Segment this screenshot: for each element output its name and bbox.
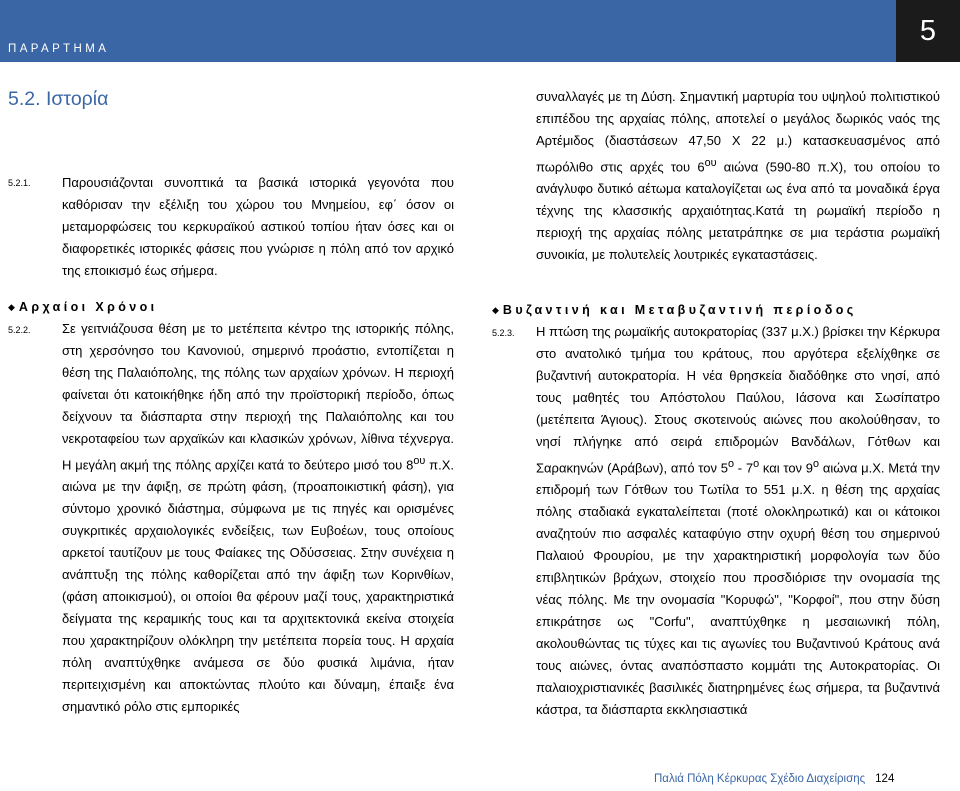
byzantine-text-d: αιώνα μ.Χ. Μετά την επιδρομή των Γότθων του Τωτίλα το 551 μ.Χ. η θέση της αρχαίας πόλης σταδιακά εγκαταλείπεται (ποτέ ολοκληρωτικά) και οι κάτοικοι αναζητούν πιο ασφαλές καταφύγιο στην οχυρή θέση του σημερινού Παλαιού Φρουρίου, με την χαρακτηριστική μορφολογία των δύο επιβλητικών βράχων, στοιχείο που προσδιόρισε την ονομασία της νέας πόλης. Με την ονομασία "Κορυφώ", "Κορφοί", που στην δύση επικράτησε ως "Corfu", αναπτύχθηκε η μεσαιωνική πόλη, ακολουθώντας τις τύχες και τις αγωνίες του Βυζαντινού Κράτους ανά τους αιώνες, όντας αναπόσπαστο κομμάτι της Αυτοκρατορίας. Οι παλαιοχριστιανικές βασιλικές διατηρημένες έως σήμερα, τα βυζαντινά κάστρα, τα διάσπαρτα εκκλησιαστικά — [536, 460, 940, 718]
subheading-ancient-label: Αρχαίοι Χρόνοι — [18, 300, 158, 314]
chapter-number-box — [896, 0, 960, 62]
ancient-cont-superscript: ου — [704, 157, 717, 169]
paragraph-number-523: 5.2.3. — [492, 328, 515, 338]
paragraph-522-text — [62, 318, 454, 718]
footer-title: Παλιά Πόλη Κέρκυρας Σχέδιο Διαχείρισης — [654, 773, 866, 785]
page-footer — [654, 773, 894, 785]
section-title: 5.2. Ιστορία — [8, 88, 109, 110]
byzantine-text-a: Η πτώση της ρωμαϊκής αυτοκρατορίας (337 μ.Χ.) βρίσκει την Κέρκυρα στο ανατολικό τμήμα του κράτους, που αργότερα εξελίχθηκε σε βυζαντινή αυτοκρατορία. Η νέα θρησκεία διαδόθηκε στο νησί, από τους μαθητές του Απόστολου Παύλου, Ιάσονα και Σωσίπατρο (μετέπειτα Άγιους). Στους σκοτεινούς αιώνες που ακολούθησαν, το νησί πλήγηκε από σειρά επιδρομών Βανδάλων, Γότθων και Σαρακηνών (Αράβων), από τον 5 — [536, 324, 940, 476]
subheading-ancient — [8, 300, 158, 314]
paragraph-523-text — [536, 321, 940, 721]
paragraph-521-text: Παρουσιάζονται συνοπτικά τα βασικά ιστορικά γεγονότα που καθόρισαν την εξέλιξη του χώρου του Μνημείου, εφ΄ όσον οι μεταμορφώσεις του κερκυραϊκού αστικού τοπίου ήταν όσες και οι διαφορετικές ιστορικές φάσεις που γνώρισε η πόλη από τον αρχικό της εποικισμό έως σήμερα. — [62, 175, 454, 278]
byzantine-sup-a: ο — [727, 458, 734, 470]
subheading-byzantine-label: Βυζαντινή και Μεταβυζαντινή περίοδος — [502, 303, 857, 317]
ancient-superscript: ου — [413, 455, 426, 467]
byzantine-text-b: - 7 — [734, 460, 754, 476]
ancient-text-part-2: π.Χ. αιώνα με την άφιξη, σε πρώτη φάση, (προαποικιστική φάση), για σύντομο χρονικό διάστημα, σύμφωνα με τις πηγές και ορισμένες συγκριτικές αρχαιολογικές ενδείξεις, των Ευβοέων, τους οποίους αρκετοί ταυτίζουν με τους Φαίακες της Οδύσσειας. Στην συνέχεια η ανάπτυξη της πόλης καθορίζεται από την άφιξη των Κορινθίων, (φάση αποικισμού), οι οποίοι θα φέρουν μαζί τους, χαρακτηριστικά δείγματα της κεραμικής τους και τα αρχιτεκτονικά εκείνα στοιχεία που χαρακτηρίζουν ολόκληρη την μετέπειτα πορεία τους. Η αρχαία πόλη αναπτύχθηκε ανάμεσα σε δύο φυσικά λιμάνια, ήταν περιτειχισμένη και αποκτώντας πλούτο και δύναμη, έπαιξε ένα σημαντικό ρόλο στις εμπορικές — [62, 457, 454, 715]
ancient-cont-part-1: συναλλαγές με τη Δύση. Σημαντική μαρτυρία του υψηλού πολιτιστικού επιπέδου της αρχαίας πόλης, αποτελεί ο μεγάλος δωρικός ναός της Αρτέμιδος (διαστάσεων 47,50 Χ 22 μ.) κατασκευασμένος από πωρόλιθο στις αρχές του 6 — [536, 89, 940, 175]
page-number: 124 — [875, 773, 895, 785]
paragraph-522-continuation — [536, 86, 940, 266]
diamond-bullet-icon: ◆ — [492, 305, 499, 315]
ancient-cont-part-2: αιώνα (590-80 π.Χ), του οποίου το ανάγλυφο δυτικό αέτωμα καταλογίζεται ως ένα από τα μοναδικά έργα τέχνης της κλασσικής αρχαιότητας.Κατά τη ρωμαϊκή περίοδο η περιοχή της αρχαίας πόλης μετατράπηκε σε μια τεράστια ρωμαϊκή συνοικία, με πολυτελείς λουτρικές εγκαταστάσεις. — [536, 159, 940, 263]
chapter-number: 5 — [919, 14, 937, 47]
byzantine-sup-c: ο — [813, 458, 820, 470]
byzantine-sup-b: ο — [753, 458, 760, 470]
subheading-byzantine — [492, 303, 857, 317]
appendix-label: ΠΑΡΑΡΤΗΜΑ — [8, 43, 110, 55]
diamond-bullet-icon: ◆ — [8, 302, 15, 312]
byzantine-text-c: και τον 9 — [759, 460, 814, 476]
header-bar — [0, 0, 960, 62]
paragraph-number-522: 5.2.2. — [8, 325, 31, 335]
paragraph-number-521: 5.2.1. — [8, 178, 31, 188]
ancient-text-part-1: Σε γειτνιάζουσα θέση με το μετέπειτα κέντρο της ιστορικής πόλης, στη χερσόνησο του Κανονιού, σημερινό προάστιο, εντοπίζεται η θέση της Παλαιόπολης, της πόλης των αρχαίων χρόνων. Η περιοχή φαίνεται ότι κατοικήθηκε ήδη από την προϊστορική περίοδο, όπως δείχνουν τα διάσπαρτα στην περιοχή της Παλαιόπολης και του νεκροταφείου των αρχαϊκών και κλασικών χρόνων, λίθινα τέχνεργα. Η μεγάλη ακμή της πόλης αρχίζει κατά το δεύτερο μισό του 8 — [62, 321, 454, 473]
